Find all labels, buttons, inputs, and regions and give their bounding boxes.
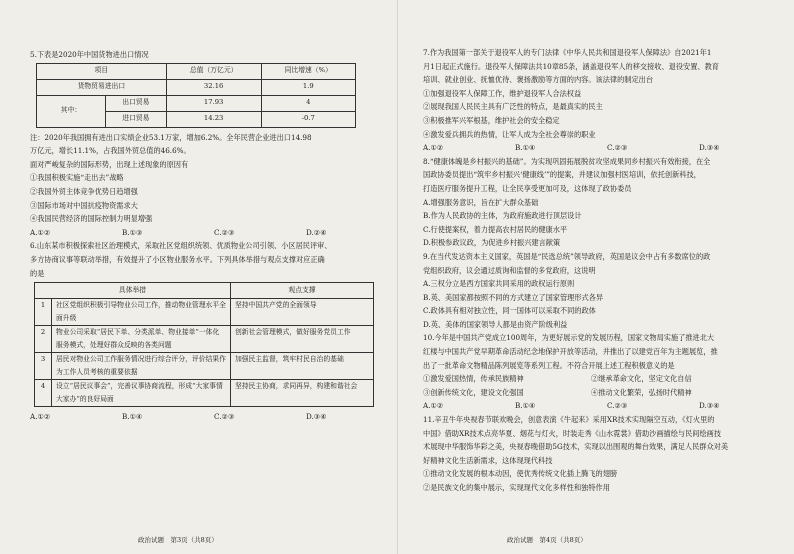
- table-header: 总值（万亿元）: [166, 63, 261, 79]
- table-cell: 物业公司采取“居民下单、分类派单、物业接单”一体化服务模式，处理好群众反映的各类问题: [52, 326, 231, 353]
- table-header: 同比增速（%）: [261, 63, 355, 79]
- table-cell: 坚持民主协商，求同再异，构建和谐社会: [231, 380, 374, 407]
- option: B.①③: [122, 227, 143, 237]
- q11-stem: 11.辛丑牛年央视春节联欢晚会，创意表演《牛起来》采用XR技术实现隔空互动，《灯火里的: [423, 415, 715, 425]
- q6-options: [30, 410, 385, 424]
- q6-measures-table: [34, 282, 374, 407]
- table-cell: 居民对物业公司工作服务情况进行综合评分，评价结果作为工作人员考核的重要依据: [52, 353, 231, 380]
- q10-item: ②继承革命文化，坚定文化自信: [591, 374, 692, 384]
- table-header: 具体举措: [35, 283, 231, 299]
- q9-option: C.政体具有相对独立性，同一国体可以采取不同的政体: [423, 306, 596, 316]
- q8-option: C.行使提案权，着力提高农村居民的健康水平: [423, 224, 568, 234]
- q7-item: ①加强退役军人保障工作，维护退役军人合法权益: [423, 88, 582, 98]
- q5-stem: 5.下表是2020年中国货物进出口情况: [30, 50, 149, 59]
- table-cell: 加强民主监督，筑牢村民自治的基础: [231, 353, 374, 380]
- table-cell: 17.93: [166, 95, 261, 111]
- q10-stem: 10.今年是中国共产党成立100周年，为更好展示党的发展历程，国家文物局实施了推进北大: [423, 333, 715, 343]
- q5-item: ①我国积极实施“走出去”战略: [30, 173, 124, 183]
- q8-option: B.作为人民政协的主体，为政府施政进行顶层设计: [423, 211, 582, 221]
- table-cell: 进口贸易: [106, 111, 167, 127]
- q9-option: B.英、美国家都按照不同的方式建立了国家管理形式各异: [423, 292, 604, 302]
- q10-item-row: [423, 386, 772, 400]
- table-cell: 1.9: [261, 79, 355, 95]
- q6-stem: 6.山东某市积极探索社区治理模式，采取社区党组织统领、优质物业公司引领、小区居民评审、: [30, 241, 332, 251]
- q7-stem: 月1日起正式施行。退役军人保障法共10章85条，涵盖退役军人的移交接收、退役安置、教育: [423, 61, 719, 71]
- q7-item: ②展现我国人民民主具有广泛性的特点，是最真实的民主: [423, 102, 603, 112]
- q8-option: D.积极参政议政，为促进乡村振兴建言献策: [423, 238, 561, 248]
- q10-item-row: [423, 372, 772, 386]
- table-cell: 设立“居民议事会”，完善议事协商流程，形成“大家事情大家办”的良好局面: [52, 380, 231, 407]
- table-cell: 1: [35, 299, 52, 326]
- option: C.②③: [607, 401, 628, 411]
- option: D.③④: [306, 412, 327, 422]
- option: D.③④: [699, 401, 720, 411]
- q10-item: ③创新传统文化，建设文化强国: [423, 387, 524, 397]
- q9-option: A.三权分立是西方国家共同采用的政权运行原则: [423, 279, 575, 289]
- q6-stem: 的是: [30, 268, 45, 278]
- table-cell: 出口贸易: [106, 95, 167, 111]
- q5-item: ②我国外贸主体竞争优势日趋增强: [30, 186, 138, 196]
- q10-item: ④推动文化繁荣，弘扬时代精神: [591, 387, 692, 397]
- q11-stem: 好精神文化生活新需求，这体现现代科技: [423, 455, 553, 465]
- table-row: [35, 299, 374, 326]
- option: B.①④: [122, 412, 143, 422]
- q5-item: ③国际市场对中国抗疫物资需求大: [30, 200, 138, 210]
- q5-options: [30, 226, 385, 240]
- q8-stem: 打造医疗服务提升工程，让全民享受更加可及，这体现了政协委员: [423, 183, 632, 193]
- table-cell: 32.16: [166, 79, 261, 95]
- option: B.①④: [515, 143, 536, 153]
- table-row: [35, 353, 374, 380]
- table-row: [35, 380, 374, 407]
- table-cell: 4: [261, 95, 355, 111]
- q5-item: ④我国民营经济的国际控制力明显增强: [30, 214, 153, 224]
- q11-item: ①推动文化发展的根本动因，使优秀传统文化插上腾飞的翅膀: [423, 469, 618, 479]
- option: A.①②: [423, 401, 444, 411]
- q10-options: [423, 399, 772, 413]
- table-cell: 4: [35, 380, 52, 407]
- q6-stem: 多方协商议事等联动举措，有效提升了小区物业服务水平。下列具体举措与观点支撑对应正确: [30, 254, 325, 264]
- q9-stem: 党组织政府，议会通过质询和监督的多党政府，这说明: [423, 265, 596, 275]
- table-cell: 社区党组织积极引导物业公司工作，推动物业管理水平全面升级: [52, 299, 231, 326]
- table-cell: 坚持中国共产党的全面领导: [231, 299, 374, 326]
- table-cell: 创新社会管理模式，做好服务党员工作: [231, 326, 374, 353]
- option: B.①④: [515, 401, 536, 411]
- page-footer: 政治试题 第4页（共8页）: [507, 536, 587, 545]
- table-cell: 货物贸易进出口: [37, 79, 167, 95]
- q7-stem: 7.作为我国第一部关于退役军人的专门法律《中华人民共和国退役军人保障法》自2021年1: [423, 48, 712, 57]
- q5-prompt: 面对严峻复杂的国际形势，出现上述现象的原因有: [30, 159, 189, 169]
- q5-trade-table: [36, 63, 356, 128]
- q7-stem: 培训、就业创业、抚恤优待、褒扬激励等方面的内容。该法律的制定出台: [423, 75, 654, 85]
- q10-stem: 出了一批革命文物精品陈列展览等系列工程。不符合开展上述工程积极意义的是: [423, 360, 675, 370]
- option: D.②④: [306, 227, 327, 237]
- right-page: [397, 0, 794, 554]
- table-cell: 3: [35, 353, 52, 380]
- option: A.①②: [30, 227, 51, 237]
- option: C.②③: [214, 227, 235, 237]
- q5-note: 万亿元，增长11.1%，占我国外贸总值的46.6%。: [30, 146, 191, 156]
- q5-note: 注：2020年我国拥有进出口实绩企业53.1万家，增加6.2%。全年民营企业进出口14.98: [30, 132, 312, 142]
- q9-option: D.英、美体的国家领导人都是由资产阶级利益: [423, 319, 568, 329]
- q10-stem: 红楼与中国共产党早期革命活动纪念地保护开放等活动，并推出了以建党百年为主题展览，推: [423, 347, 718, 357]
- page-footer: 政治试题 第3页（共8页）: [138, 536, 218, 545]
- option: A.①②: [30, 412, 51, 422]
- table-header: 观点支撑: [231, 283, 374, 299]
- q7-options: [423, 141, 772, 155]
- q11-stem: 中国》借助XR技术点亮华夏、烟花与灯火，时装走秀《山水霓裳》借助沙画描绘与民间绘画技: [423, 428, 722, 438]
- table-row: [35, 326, 374, 353]
- option: D.③④: [699, 143, 720, 153]
- q10-item: ①激发爱国热情，传承民族精神: [423, 374, 524, 384]
- q7-item: ③积极推军兴军根基，维护社会的安全稳定: [423, 115, 560, 125]
- q8-option: A.增强服务意识，旨在扩大群众基础: [423, 197, 539, 207]
- option: C.②③: [214, 412, 235, 422]
- q8-stem: 8.“健康体魄是乡村振兴的基础”。为实现巩固拓展脱贫攻坚成果同乡村振兴有效衔接，在全: [423, 156, 711, 166]
- table-cell: 2: [35, 326, 52, 353]
- q11-stem: 术展现中华服饰华彩之美，央视春晚借助5G技术，实现以出围观的舞台效果，满足人民群众对美: [423, 442, 729, 452]
- option: C.②③: [607, 143, 628, 153]
- q9-stem: 9.在当代发达资本主义国家，英国是“民选总统”领导政府，英国是议会中占有多数席位的政: [423, 251, 711, 261]
- table-cell: 其中：: [37, 95, 106, 127]
- table-cell: -0.7: [261, 111, 355, 127]
- q8-stem: 国政协委员提出“筑牢乡村振兴‘健康线’”的提案，并建议加强村医培训，依托创新科技，: [423, 170, 701, 180]
- table-cell: 14.23: [166, 111, 261, 127]
- table-header: 项目: [37, 63, 167, 79]
- option: A.①②: [423, 143, 444, 153]
- q11-item: ②是民族文化的集中展示，实现现代文化多样性和独特作用: [423, 483, 610, 492]
- q7-item: ④激发爱兵拥兵的热情，让军人成为全社会尊崇的职业: [423, 129, 596, 139]
